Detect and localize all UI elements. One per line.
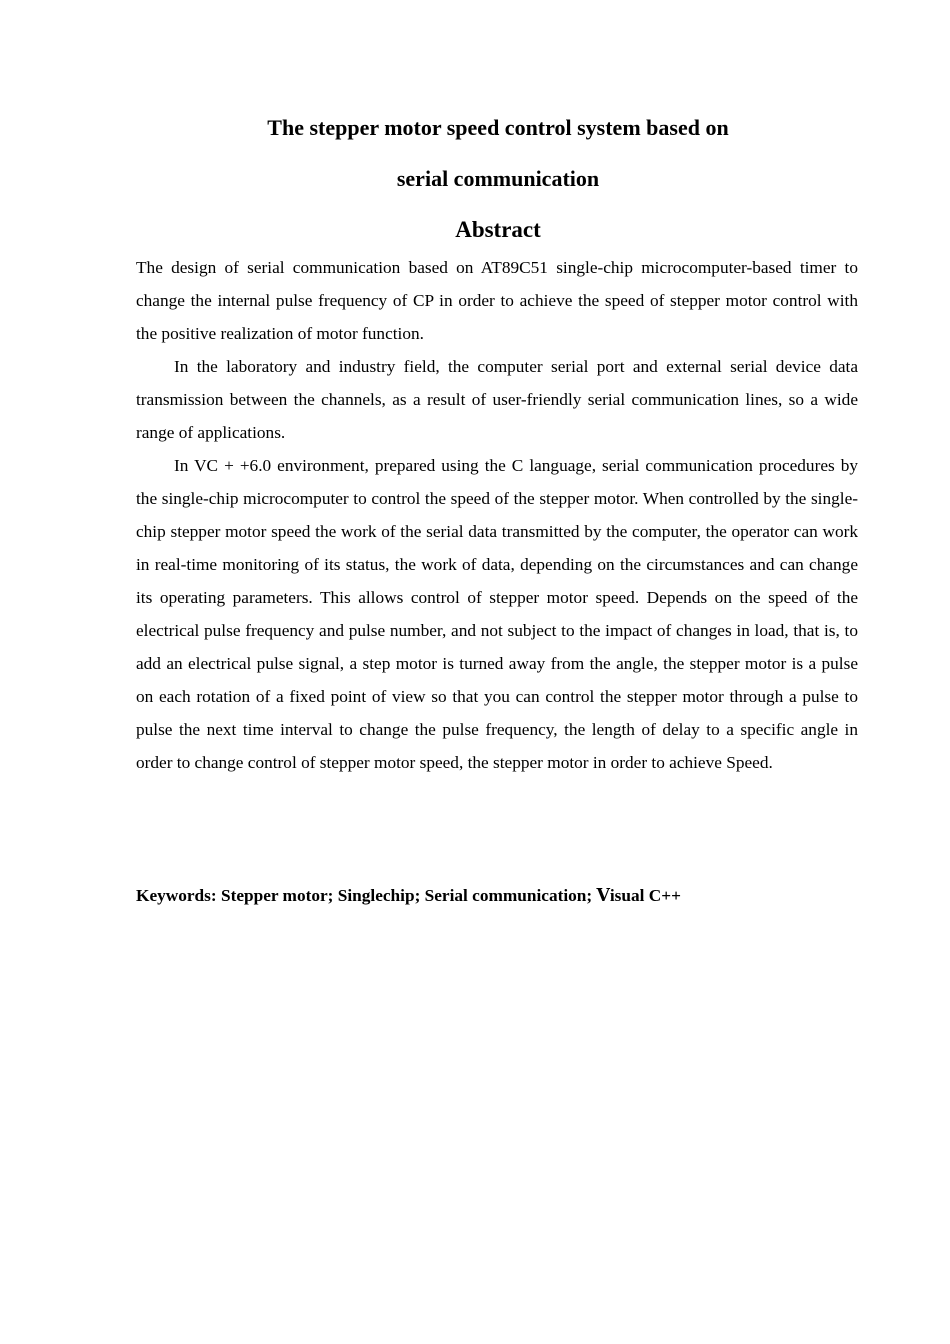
abstract-paragraph-3: In VC + +6.0 environment, prepared using the C language, serial communication procedures by the single-chip microcomputer to control the speed of the stepper motor. When controlled by the single-chip stepper motor speed the work of the serial data transmitted by the computer, the operator can work in real-time monitoring of its status, the work of data, depending on the circumstances and can change its operating parameters. This allows control of stepper motor speed. Depends on the speed of the electrical pulse frequency and pulse number, and not subject to the impact of changes in load, that is, to add an electrical pulse signal, a step motor is turned away from the angle, the stepper motor is a pulse on each rotation of a fixed point of view so that you can control the stepper motor through a pulse to pulse the next time interval to change the pulse frequency, the length of delay to a specific angle in order to change control of stepper motor speed, the stepper motor in order to achieve Speed. bbox=[136, 456, 858, 772]
title-line-1: The stepper motor speed control system based on bbox=[267, 115, 729, 140]
keywords-line: Keywords: Stepper motor; Singlechip; Serial communication; Ⅴisual C++ bbox=[136, 886, 681, 905]
abstract-body bbox=[136, 251, 858, 779]
title-line-2: serial communication bbox=[396, 166, 600, 191]
abstract-paragraph-1: The design of serial communication based on AT89C51 single-chip microcomputer-based timer to change the internal pulse frequency of CP in order to achieve the speed of stepper motor control with the positive realization of motor function. bbox=[136, 258, 858, 343]
abstract-paragraph-2: In the laboratory and industry field, the computer serial port and external serial device data transmission between the channels, as a result of user-friendly serial communication lines, so a wide range of applications. bbox=[136, 357, 858, 442]
abstract-heading: Abstract bbox=[455, 217, 541, 242]
